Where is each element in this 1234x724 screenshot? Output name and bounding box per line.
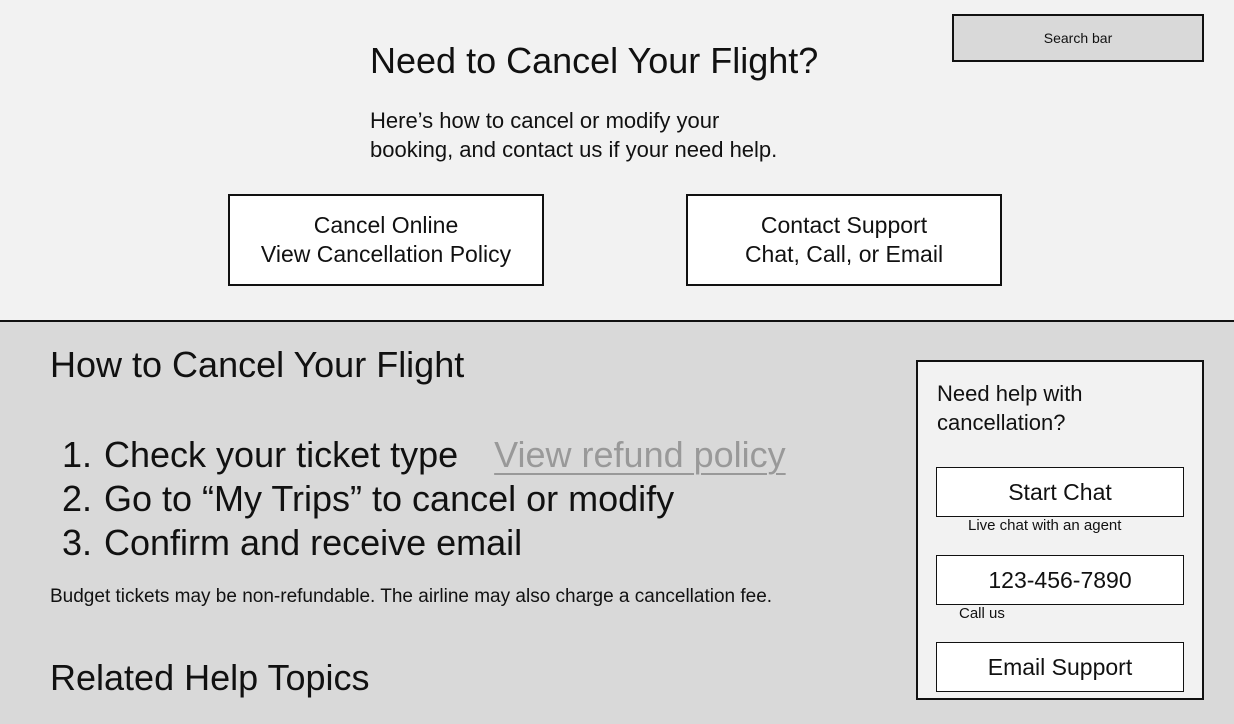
step-item [62,477,674,521]
email-support-button[interactable]: Email Support [936,642,1184,692]
cancel-online-button[interactable] [228,194,544,286]
phone-number-button[interactable]: 123-456-7890 [936,555,1184,605]
step-text: Confirm and receive email [104,522,523,563]
subtitle-line: booking, and contact us if your need help. [370,137,778,162]
help-panel-title [937,379,1177,437]
section-heading: How to Cancel Your Flight [50,344,465,385]
step-text: Check your ticket type [104,434,459,475]
button-label: Cancel Online [313,212,459,238]
search-bar-label: Search bar [1043,30,1113,46]
section-divider [0,320,1234,322]
page-subtitle [370,106,870,164]
button-sublabel: View Cancellation Policy [260,241,512,267]
step-text: Go to “My Trips” to cancel or modify [104,478,675,519]
page-title: Need to Cancel Your Flight? [370,40,819,81]
button-sublabel: Chat, Call, or Email [744,241,944,267]
step-number: 1. [62,434,93,475]
chat-caption: Live chat with an agent [968,517,1122,534]
start-chat-button[interactable]: Start Chat [936,467,1184,517]
title-line: cancellation? [937,410,1066,435]
view-refund-policy-link[interactable]: View refund policy [494,434,786,475]
step-item [62,433,786,477]
contact-support-button[interactable] [686,194,1002,286]
button-label: Contact Support [760,212,928,238]
step-number: 3. [62,522,93,563]
title-line: Need help with [937,381,1083,406]
search-bar[interactable] [952,14,1204,62]
phone-caption: Call us [959,605,1005,622]
step-number: 2. [62,478,93,519]
subtitle-line: Here’s how to cancel or modify your [370,108,720,133]
step-item [62,521,522,565]
refund-note: Budget tickets may be non-refundable. The airline may also charge a cancellation fee. [50,586,773,607]
related-topics-heading: Related Help Topics [50,657,370,698]
